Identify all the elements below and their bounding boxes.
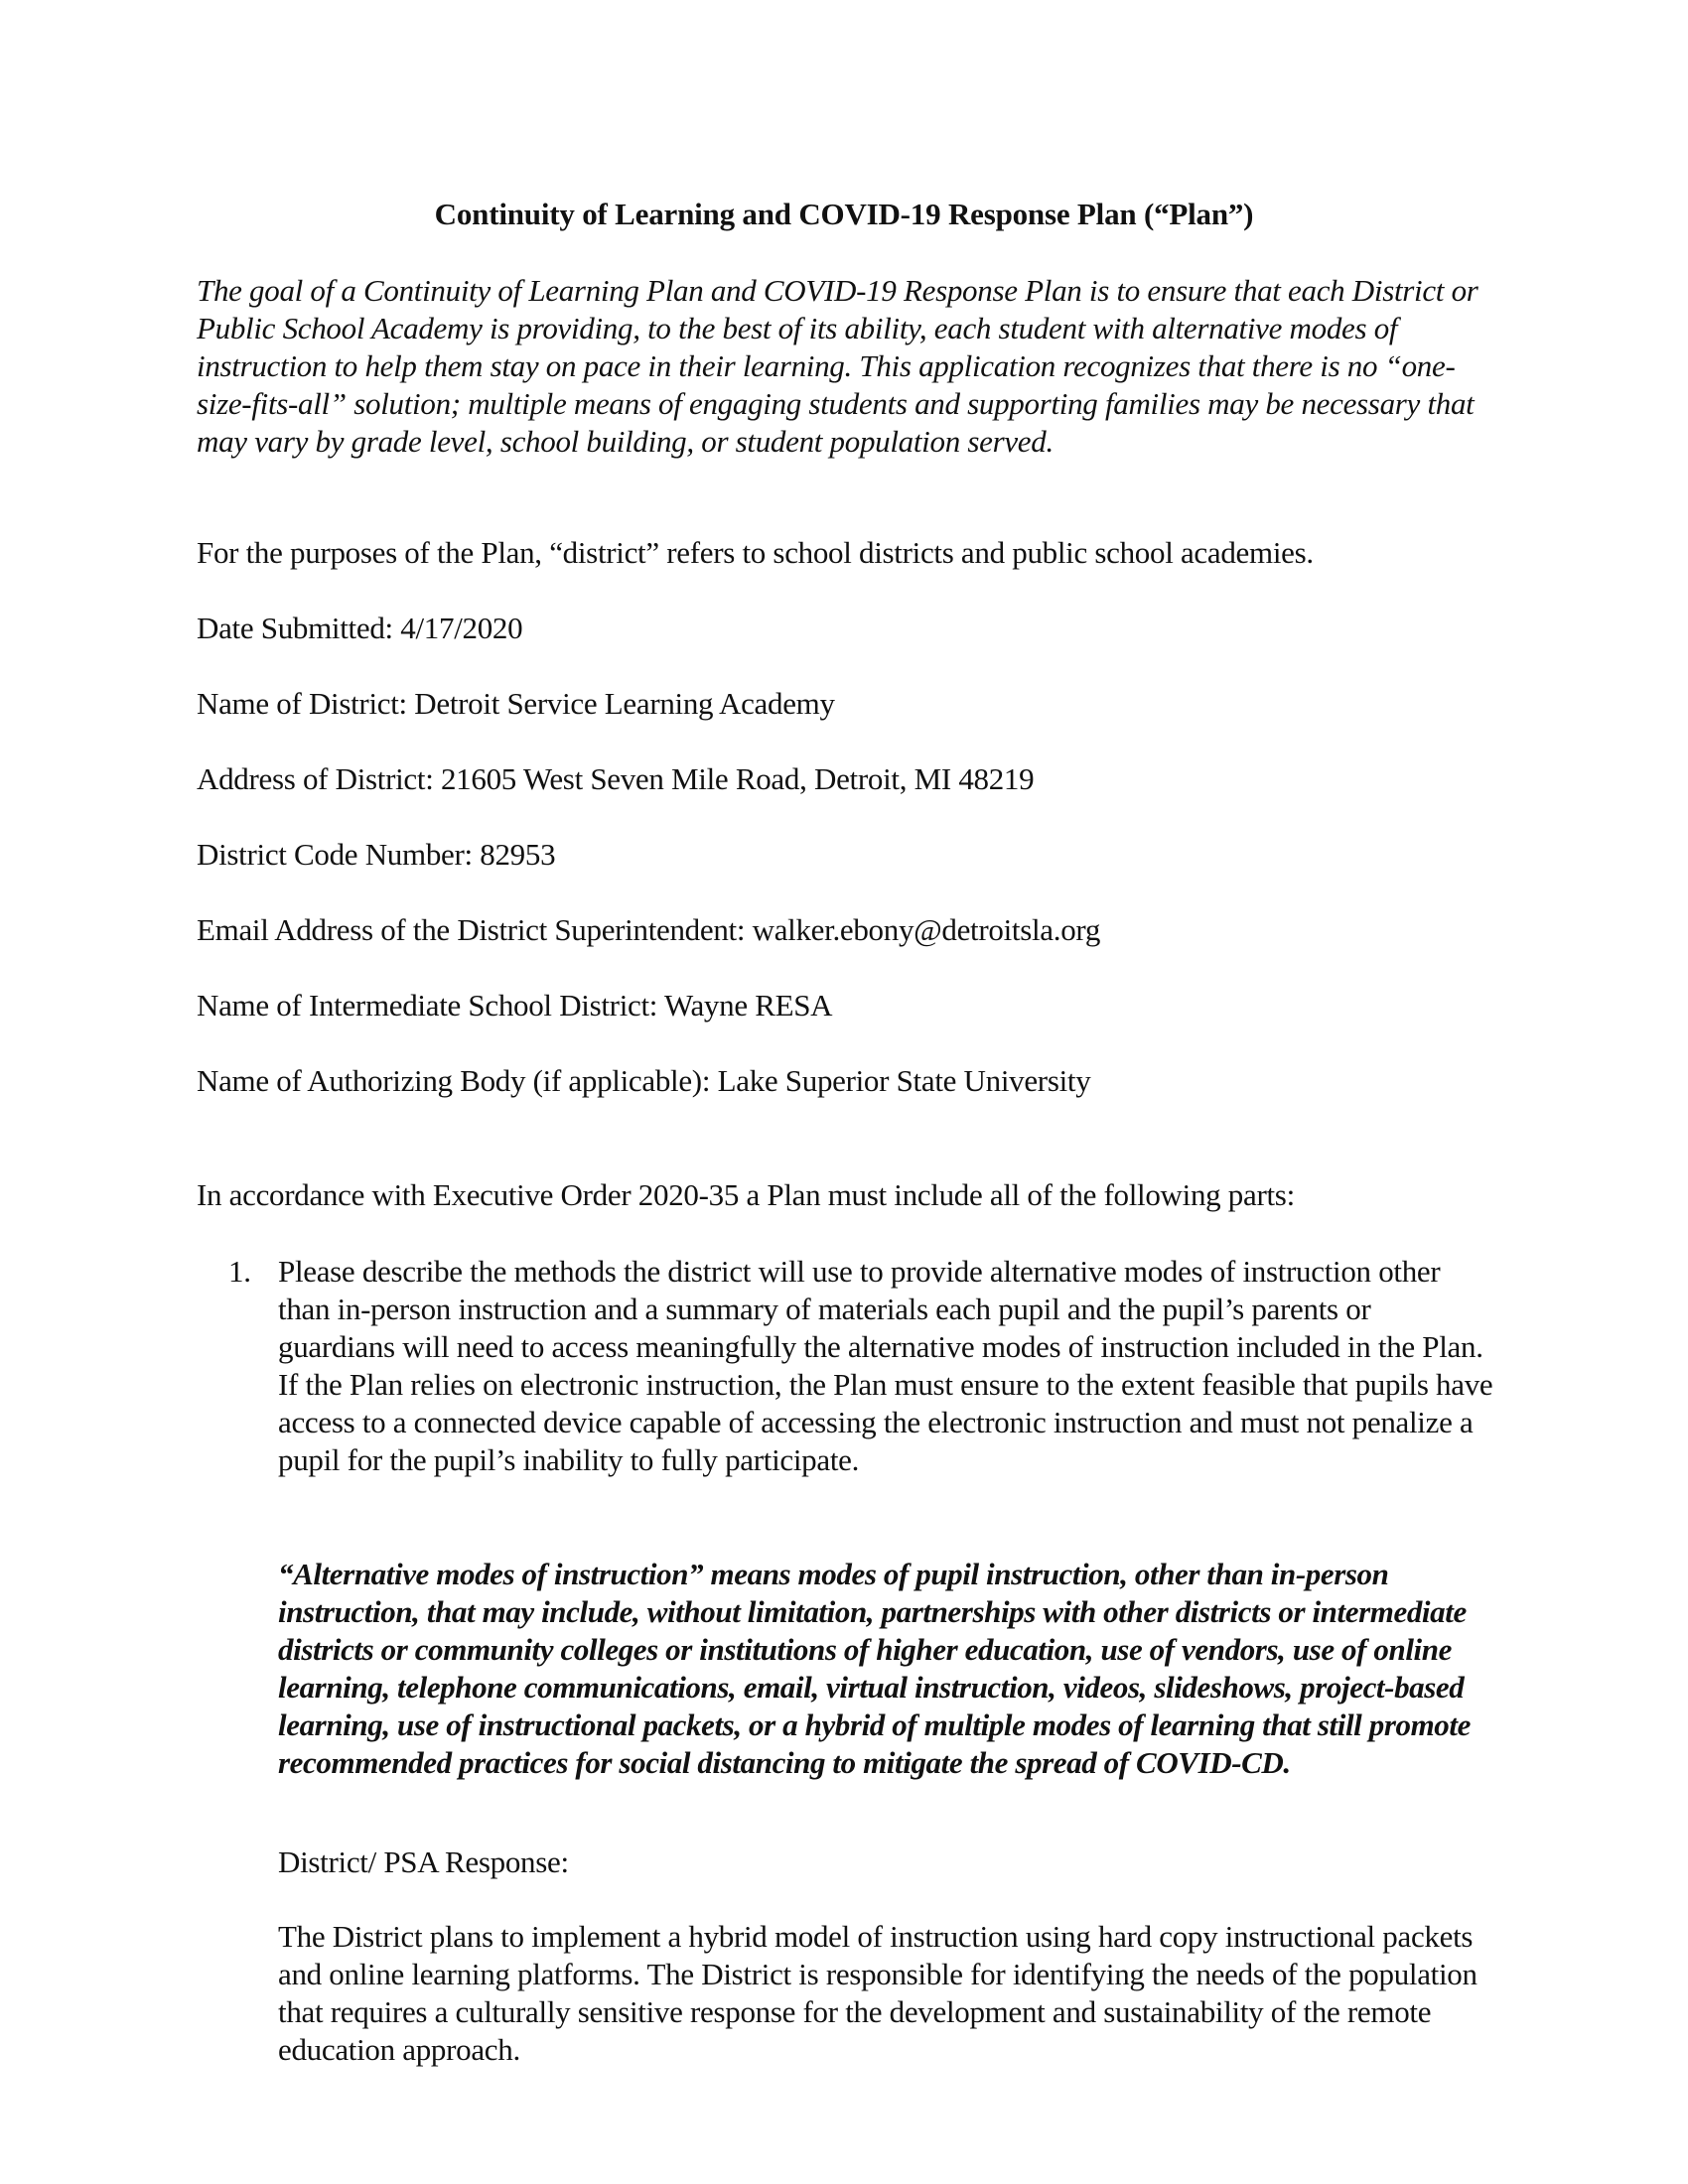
field-value: Lake Superior State University xyxy=(717,1063,1091,1098)
field-label: District Code Number: xyxy=(197,837,473,872)
field-intermediate-school-district xyxy=(197,987,832,1024)
list-item-text: Please describe the methods the district will use to provide alternative modes of instruction other than in-person instruction and a summary of materials each pupil and the pupil’s parents or guardians will need to access meaningfully the alternative modes of instruction included in the Plan. If the Plan relies on electronic instruction, the Plan must ensure to the extent feasible that pupils have access to a connected device capable of accessing the electronic instruction and must not penalize a pupil for the pupil’s inability to fully participate. xyxy=(278,1254,1493,1477)
field-label: Email Address of the District Superintendent: xyxy=(197,912,746,947)
field-authorizing-body xyxy=(197,1062,1090,1100)
field-value: walker.ebony@detroitsla.org xyxy=(752,912,1101,947)
field-district-code xyxy=(197,836,555,874)
field-value: 82953 xyxy=(480,837,556,872)
field-label: Name of District: xyxy=(197,686,407,721)
field-value: 21605 West Seven Mile Road, Detroit, MI 48219 xyxy=(440,761,1035,796)
field-label: Date Submitted: xyxy=(197,611,393,645)
requirement-intro: In accordance with Executive Order 2020-35 a Plan must include all of the following parts: xyxy=(197,1177,1295,1212)
list-item-number: 1. xyxy=(228,1254,251,1289)
field-district-address xyxy=(197,760,1034,798)
field-date-submitted xyxy=(197,610,522,647)
definition-note: For the purposes of the Plan, “district” refers to school districts and public school academies. xyxy=(197,535,1314,570)
document-title: Continuity of Learning and COVID-19 Response Plan (“Plan”) xyxy=(434,197,1254,231)
field-superintendent-email xyxy=(197,911,1100,949)
response-text: The District plans to implement a hybrid model of instruction using hard copy instructional packets and online learning platforms. The District is responsible for identifying the needs of the population that requires a culturally sensitive response for the development and sustainability of the remote education approach. xyxy=(278,1919,1477,2067)
field-value: Wayne RESA xyxy=(663,988,833,1023)
field-label: Name of Authorizing Body (if applicable): xyxy=(197,1063,711,1098)
alternative-modes-definition: “Alternative modes of instruction” means modes of pupil instruction, other than in-person instruction, that may include, without limitation, partnerships with other districts or intermediate districts or community colleges or institutions of higher education, use of vendors, use of online learning, telephone communications, email, virtual instruction, videos, slideshows, project-based learning, use of instructional packets, or a hybrid of multiple modes of learning that still promote recommended practices for social distancing to mitigate the spread of COVID-CD. xyxy=(278,1557,1471,1780)
response-label: District/ PSA Response: xyxy=(278,1844,569,1879)
intro-paragraph: The goal of a Continuity of Learning Plan and COVID-19 Response Plan is to ensure that each District or Public School Academy is providing, to the best of its ability, each student with alternative modes of instruction to help them stay on pace in their learning. This application recognizes that there is no “one-size-fits-all” solution; multiple means of engaging students and supporting families may be necessary that may vary by grade level, school building, or student population served. xyxy=(197,273,1478,459)
field-value: Detroit Service Learning Academy xyxy=(414,686,835,721)
field-value: 4/17/2020 xyxy=(400,611,523,645)
field-label: Name of Intermediate School District: xyxy=(197,988,658,1023)
field-district-name xyxy=(197,685,835,723)
field-label: Address of District: xyxy=(197,761,434,796)
